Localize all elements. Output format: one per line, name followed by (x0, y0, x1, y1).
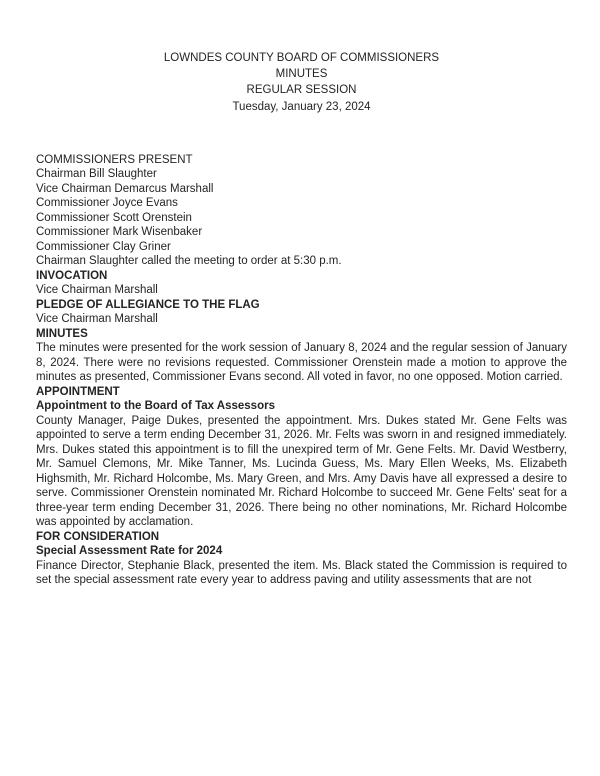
doc-date: Tuesday, January 23, 2024 (232, 100, 371, 113)
invocation-body: Vice Chairman Marshall (36, 284, 158, 297)
consideration-item-title: Special Assessment Rate for 2024 (36, 545, 223, 558)
pledge-section (36, 298, 567, 327)
appointment-paragraph: County Manager, Paige Dukes, presented the appointment. Mrs. Dukes stated Mr. Gene Felts was appointed to serve a term ending December 31, 2026. Mr. Felts was sworn in and resigned immediately. Mrs. Dukes stated this appointment is to fill the unexpired term of Mr. Gene Felts. Mr. David Westberry, Mr. Samuel Clemons, Mr. Mike Tanner, Ms. Lucinda Guess, Ms. Mary Ellen Weeks, Ms. Elizabeth Highsmith, Mr. Richard Holcombe, Ms. Mary Green, and Mrs. Amy Davis have all expressed a desire to serve. Commissioner Orenstein nominated Mr. Richard Holcombe to succeed Mr. Gene Felts' seat for a three-year term ending December 31, 2026. There being no other nominations, Mr. Richard Holcombe was appointed by acclamation. (36, 414, 567, 529)
call-to-order-text: Chairman Slaughter called the meeting to order at 5:30 p.m. (36, 255, 342, 268)
consideration-paragraph: Finance Director, Stephanie Black, presented the item. Ms. Black stated the Commission is required to set the special assessment rate every year to address paving and utility assessments that are not (36, 559, 567, 587)
minutes-section (36, 327, 567, 385)
appointment-section (36, 385, 567, 530)
invocation-heading: INVOCATION (36, 269, 108, 282)
appointment-item-title: Appointment to the Board of Tax Assessors (36, 400, 275, 413)
doc-title: LOWNDES COUNTY BOARD OF COMMISSIONERS (163, 52, 440, 64)
attendee: Vice Chairman Demarcus Marshall (36, 182, 214, 195)
doc-subtitle-minutes: MINUTES (275, 68, 328, 81)
consideration-heading: FOR CONSIDERATION (36, 530, 160, 543)
attendee: Commissioner Clay Griner (36, 240, 171, 253)
pledge-body: Vice Chairman Marshall (36, 313, 158, 326)
attendance-heading: COMMISSIONERS PRESENT (36, 153, 193, 166)
invocation-section (36, 269, 567, 298)
appointment-heading: APPOINTMENT (36, 385, 120, 398)
attendee: Commissioner Joyce Evans (36, 197, 178, 210)
attendance-section (36, 153, 567, 255)
consideration-section (36, 530, 567, 588)
minutes-paragraph: The minutes were presented for the work session of January 8, 2024 and the regular session of January 8, 2024. There were no revisions requested. Commissioner Orenstein made a motion to approve the minutes as presented, Commissioner Evans second. All voted in favor, no one opposed. Motion carried. (36, 342, 567, 384)
attendee: Commissioner Mark Wisenbaker (36, 226, 203, 239)
attendee: Commissioner Scott Orenstein (36, 211, 192, 224)
minutes-heading: MINUTES (36, 327, 88, 340)
pledge-heading: PLEDGE OF ALLEGIANCE TO THE FLAG (36, 298, 260, 311)
attendee: Chairman Bill Slaughter (36, 168, 157, 181)
document-header (36, 50, 567, 115)
doc-subtitle-session: REGULAR SESSION (246, 84, 357, 97)
